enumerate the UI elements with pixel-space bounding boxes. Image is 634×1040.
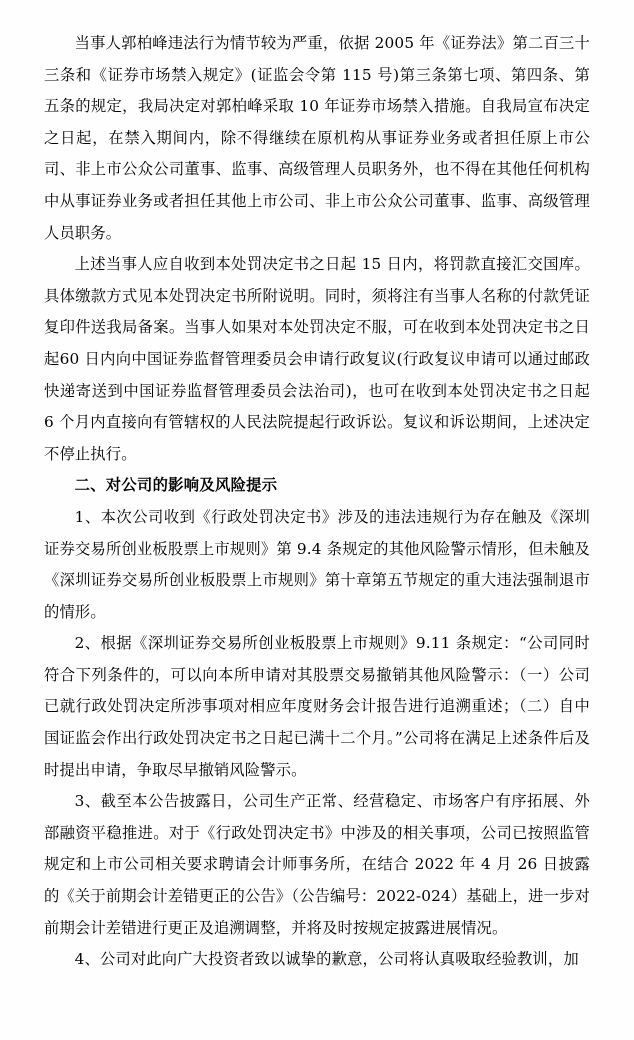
- paragraph-payment-and-appeal: 上述当事人应自收到本处罚决定书之日起 15 日内，将罚款直接汇交国库。具体缴款方式见本处罚决定书所附说明。同时，须将注有当事人名称的付款凭证复印件送我局备案。当事人如果对本处罚决定不服，可在收到本处罚决定书之日起60 日内向中国证券监督管理委员会申请行政复议(行政复议申请可以通过邮政快递寄送到中国证券监督管理委员会法治司)，也可在收到本处罚决定书之日起 6 个月内直接向有管辖权的人民法院提起行政诉讼。复议和诉讼期间，上述决定不停止执行。: [44, 255, 590, 463]
- paragraph-penalty-decision: 当事人郭柏峰违法行为情节较为严重，依据 2005 年《证券法》第二百三十三条和《证券市场禁入规定》(证监会令第 115 号)第三条第七项、第四条、第五条的规定，我局决定对郭柏峰采取 10 年证券市场禁入措施。自我局宣布决定之日起，在禁入期间内，除不得继续在原机构从事证券业务或者担任原上市公司、非上市公众公司董事、监事、高级管理人员职务外，也不得在其他任何机构中从事证券业务或者担任其他上市公司、非上市公众公司董事、监事、高级管理人员职务。: [44, 34, 590, 242]
- section-heading-two: 二、对公司的影响及风险提示: [74, 476, 278, 495]
- paragraph-item-1: 1、本次公司收到《行政处罚决定书》涉及的违法违规行为存在触及《深圳证券交易所创业板股票上市规则》第 9.4 条规定的其他风险警示情形，但未触及《深圳证券交易所创业板股票上市规则》第十章第五节规定的重大违法强制退市的情形。: [44, 507, 590, 621]
- paragraph-item-2: 2、根据《深圳证券交易所创业板股票上市规则》9.11 条规定：“公司同时符合下列条件的，可以向本所申请对其股票交易撤销其他风险警示：（一）公司已就行政处罚决定所涉事项对相应年度财务会计报告进行追溯重述；（二）自中国证监会作出行政处罚决定书之日起已满十二个月。”公司将在满足上述条件后及时提出申请，争取尽早撤销风险警示。: [44, 634, 590, 779]
- paragraph-item-3: 3、截至本公告披露日，公司生产正常、经营稳定、市场客户有序拓展、外部融资平稳推进。对于《行政处罚决定书》中涉及的相关事项，公司已按照监管规定和上市公司相关要求聘请会计师事务所，在结合 2022 年 4 月 26 日披露的《关于前期会计差错更正的公告》（公告编号：2022-024）基础上，进一步对前期会计差错进行更正及追溯调整，并将及时按规定披露进展情况。: [44, 792, 590, 937]
- paragraph-item-4: 4、公司对此向广大投资者致以诚挚的歉意，公司将认真吸取经验教训，加: [74, 950, 579, 969]
